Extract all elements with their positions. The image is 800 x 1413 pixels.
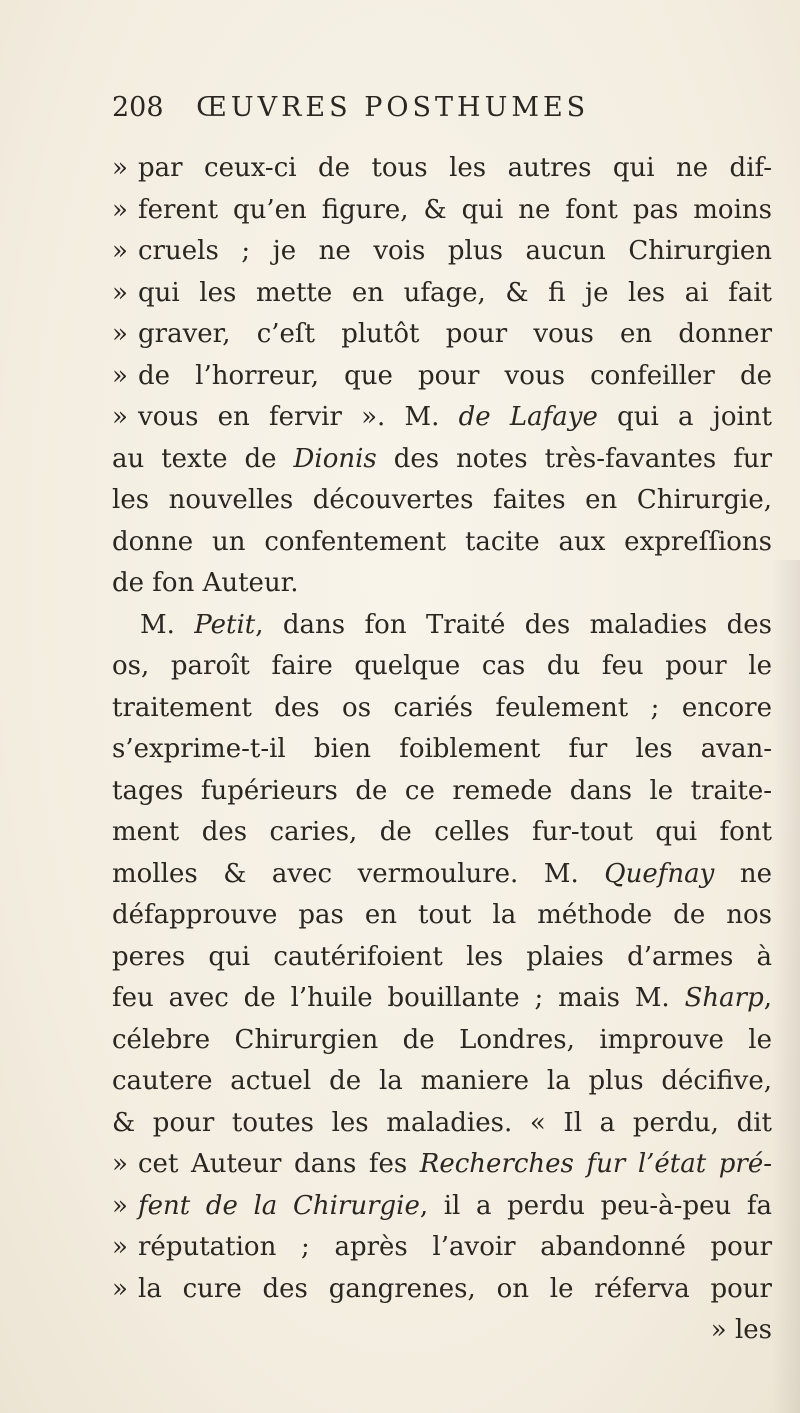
text-segment: s’exprime-t-il bien foiblement fur les avan-	[112, 734, 772, 764]
italic-text: Quefnay	[604, 858, 715, 889]
italic-text: fent de la Chirurgie	[138, 1190, 420, 1221]
text-segment: de fon Auteur.	[112, 568, 299, 598]
italic-text: Petit	[194, 609, 256, 640]
text-line	[112, 646, 772, 688]
text-line	[112, 1227, 772, 1269]
text-segment: peres qui cautérifoient les plaies d’armes à	[112, 941, 772, 972]
text-segment: réputation ; après l’avoir abandonné pour	[138, 1232, 772, 1262]
text-segment: graver, c’eſt plutôt pour vous en donner	[138, 319, 772, 349]
text-line	[112, 231, 772, 273]
quote-mark: »	[112, 277, 128, 308]
text-line	[112, 273, 772, 315]
text-segment: par ceux-ci de tous les autres qui ne dif-	[138, 153, 772, 183]
text-line	[112, 190, 772, 232]
text-segment: les nouvelles découvertes faites en Chirurgie,	[112, 485, 772, 515]
text-line	[112, 397, 772, 439]
text-line	[112, 148, 772, 190]
quote-mark: »	[112, 1273, 128, 1304]
text-segment: défapprouve pas en tout la méthode de nos	[112, 900, 772, 930]
italic-text: Recherches fur l’état pré-	[419, 1149, 772, 1179]
text-segment: de l’horreur, que pour vous confeiller de	[138, 360, 772, 391]
text-line	[112, 895, 772, 937]
text-line	[112, 1061, 772, 1103]
text-segment: ne	[714, 858, 772, 889]
text-segment: qui les mette en ufage, & fi je les ai fait	[138, 277, 772, 308]
running-title: ŒUVRES POSTHUMES	[196, 92, 590, 123]
text-line	[112, 1186, 772, 1228]
text-segment: cet Auteur dans fes	[138, 1149, 420, 1179]
page-fold-shadow	[772, 560, 800, 1413]
text-line	[112, 978, 772, 1020]
italic-text: Sharp	[684, 983, 764, 1013]
quote-mark: »	[112, 1149, 128, 1179]
text-line	[112, 605, 772, 647]
text-segment: & pour toutes les maladies. « Il a perdu, dit	[112, 1107, 772, 1138]
text-segment: feu avec de l’huile bouillante ; mais M.	[112, 983, 685, 1013]
text-line	[112, 854, 772, 896]
catchword: » les	[710, 1315, 772, 1345]
text-line	[112, 1020, 772, 1062]
text-line	[112, 688, 772, 730]
text-segment: des notes très-favantes fur	[376, 443, 773, 474]
text-line	[112, 563, 772, 605]
text-segment: ,	[763, 983, 772, 1013]
text-line	[112, 937, 772, 979]
body-text	[112, 148, 772, 1310]
text-segment: os, paroît faire quelque cas du feu pour le	[112, 651, 772, 681]
quote-mark: »	[112, 236, 128, 266]
text-segment: au texte de	[112, 443, 294, 474]
quote-mark: »	[112, 194, 128, 225]
text-segment: qui a joint	[597, 402, 772, 432]
text-segment: traitement des os cariés feulement ; encore	[112, 692, 772, 723]
text-segment: molles & avec vermoulure. M.	[112, 858, 605, 889]
text-segment: , dans fon Traité des maladies des	[255, 609, 772, 640]
text-line	[112, 480, 772, 522]
italic-text: de Lafaye	[458, 402, 598, 432]
text-segment: donne un confentement tacite aux expreſſions	[112, 526, 772, 557]
text-segment: ment des caries, de celles fur-tout qui font	[112, 817, 772, 847]
text-line	[112, 314, 772, 356]
quote-mark: »	[112, 1190, 128, 1221]
text-segment: cautere actuel de la maniere la plus décifive,	[112, 1066, 772, 1096]
text-line	[112, 771, 772, 813]
text-line	[112, 356, 772, 398]
text-segment: ferent qu’en figure, & qui ne font pas moins	[138, 194, 772, 225]
quote-mark: »	[112, 153, 128, 183]
text-segment: cruels ; je ne vois plus aucun Chirurgien	[138, 236, 772, 266]
text-line	[112, 1103, 772, 1145]
text-line	[112, 439, 772, 481]
text-segment: célebre Chirurgien de Londres, improuve le	[112, 1024, 772, 1055]
quote-mark: »	[112, 1232, 128, 1262]
text-line	[112, 729, 772, 771]
quote-mark: »	[112, 402, 128, 432]
quote-mark: »	[112, 319, 128, 349]
text-line	[112, 812, 772, 854]
text-line	[112, 1144, 772, 1186]
text-line	[112, 1269, 772, 1311]
page-number: 208	[112, 92, 164, 123]
text-segment: la cure des gangrenes, on le réferva pour	[138, 1273, 772, 1304]
text-segment: , il a perdu peu-à-peu fa	[419, 1190, 772, 1221]
text-segment: vous en fervir ». M.	[138, 402, 459, 432]
text-segment: M.	[140, 609, 195, 640]
quote-mark: »	[112, 360, 128, 391]
text-line	[112, 522, 772, 564]
running-header	[112, 88, 772, 128]
italic-text: Dionis	[293, 443, 377, 474]
text-segment: tages fupérieurs de ce remede dans le traite-	[112, 775, 772, 806]
